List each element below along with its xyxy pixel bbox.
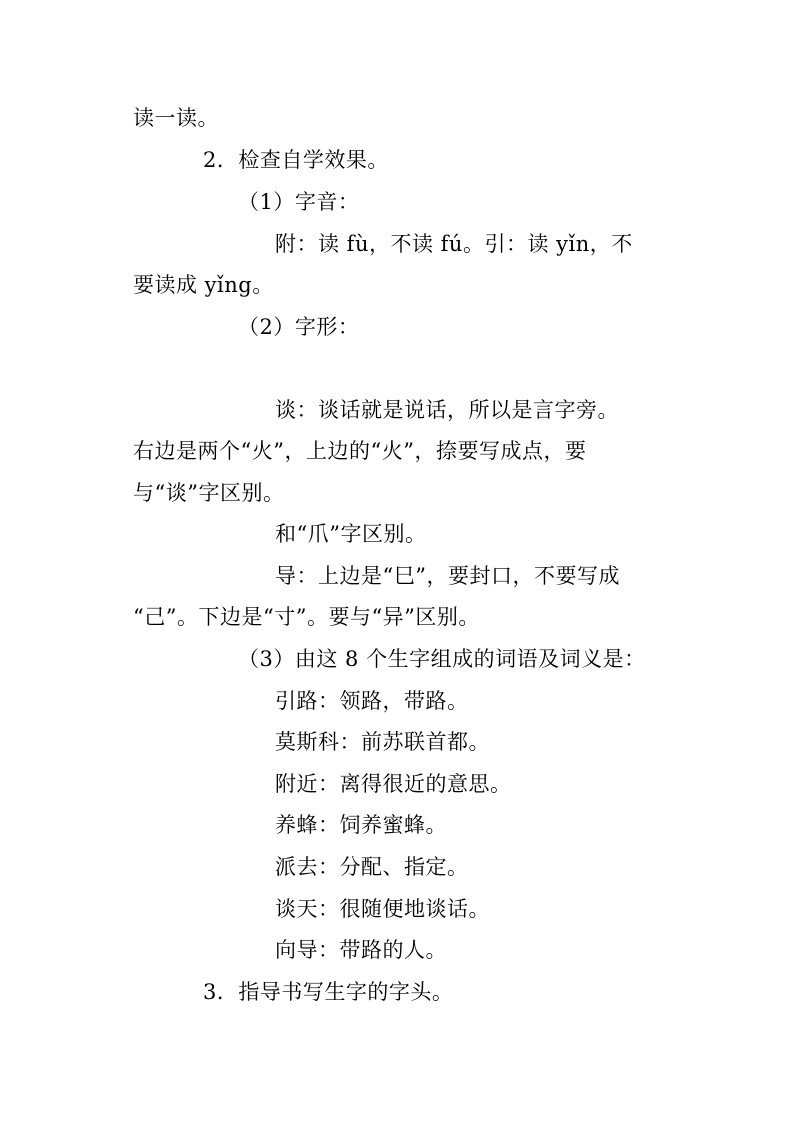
text-line: 读一读。 — [133, 106, 219, 130]
text-line: 导：上边是“巳”，要封口，不要写成 — [275, 564, 620, 588]
text-line: 与“谈”字区别。 — [133, 481, 285, 505]
subsection-heading: （2）字形： — [238, 315, 360, 339]
definition-item: 莫斯科：前苏联首都。 — [275, 730, 490, 754]
definition-item: 附近：离得很近的意思。 — [275, 772, 512, 796]
definition-item: 引路：领路，带路。 — [275, 689, 469, 713]
section-heading: 2．检查自学效果。 — [203, 148, 389, 172]
text-line: 谈：谈话就是说话，所以是言字旁。 — [275, 398, 619, 422]
definition-item: 谈天：很随便地谈话。 — [275, 897, 490, 921]
definition-item: 向导：带路的人。 — [275, 938, 447, 962]
subsection-heading: （1）字音： — [238, 190, 360, 214]
text-line: 右边是两个“火”，上边的“火”，捺要写成点，要 — [133, 439, 587, 463]
text-line: “己”。下边是“寸”。要与“异”区别。 — [133, 605, 480, 629]
text-line: 和“爪”字区别。 — [275, 522, 427, 546]
definition-item: 养蜂：饲养蜜蜂。 — [275, 813, 447, 837]
definition-item: 派去：分配、指定。 — [275, 855, 469, 879]
section-heading: 3．指导书写生字的字头。 — [203, 980, 454, 1004]
subsection-heading: （3）由这 8 个生字组成的词语及词义是： — [238, 647, 646, 671]
text-line: 附：读 fù，不读 fú。引：读 yǐn，不 — [275, 232, 633, 256]
text-line: 要读成 yǐng。 — [133, 273, 274, 297]
